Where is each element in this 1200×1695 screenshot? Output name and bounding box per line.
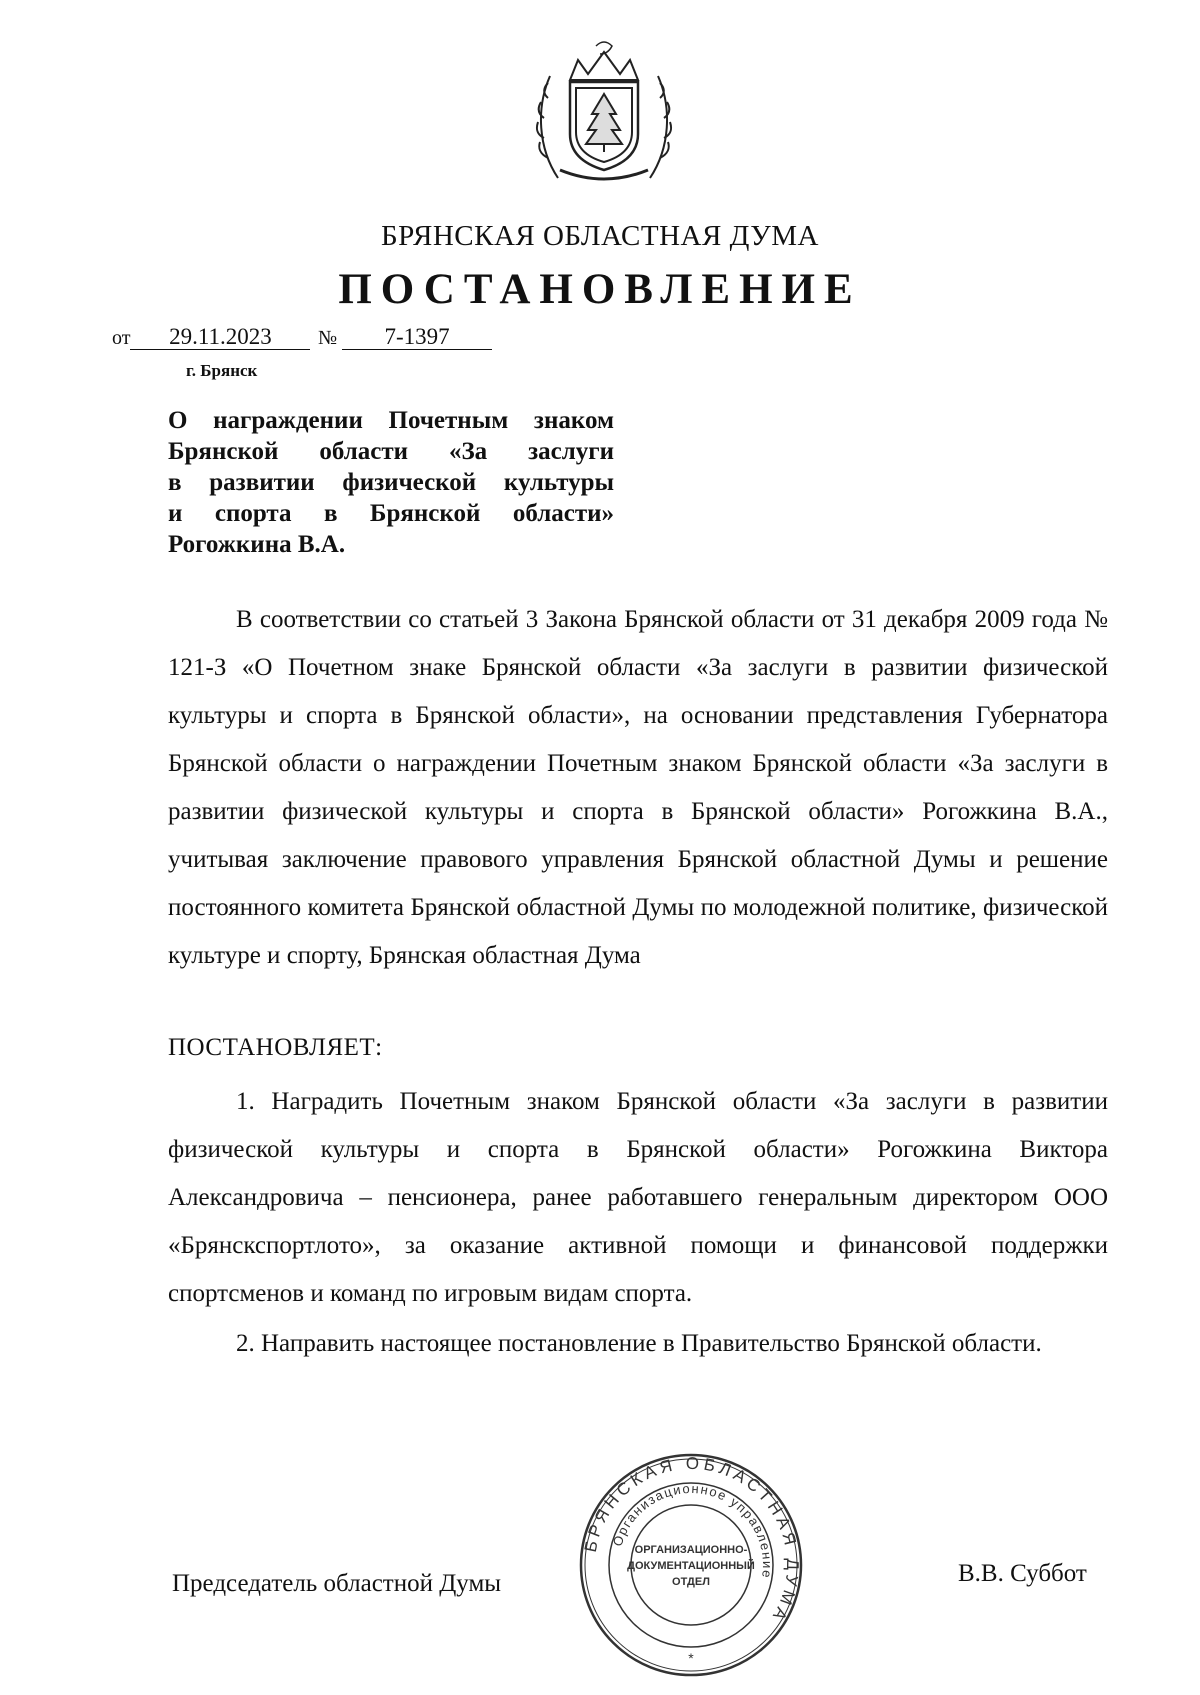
official-seal-icon (576, 1450, 806, 1680)
item-2-block (168, 1320, 1108, 1368)
seal-center-line: ДОКУМЕНТАЦИОННЫЙ (627, 1560, 755, 1572)
organization-title: БРЯНСКАЯ ОБЛАСТНАЯ ДУМА (381, 220, 819, 252)
document-subject (168, 405, 614, 560)
document-type-title: ПОСТАНОВЛЕНИЕ (338, 266, 862, 313)
signatory-position: Председатель областной Думы (172, 1570, 502, 1597)
item-1-block (168, 1078, 1108, 1318)
date-value: 29.11.2023 (130, 325, 310, 350)
document-date (112, 325, 310, 350)
resolution-item-1: 1. Наградить Почетным знаком Брянской области «За заслуги в развитии физической культуры и спорта в Брянской области» Рогожкина Виктора Александровича – пенсионера, ранее работавшего генеральным директором ООО «Брянскспортлото», за оказание активной помощи и финансовой поддержки спортсменов и команд по игровым видам спорта. (168, 1088, 1108, 1307)
seal-outer-text: БРЯНСКАЯ ОБЛАСТНАЯ ДУМА (580, 1453, 803, 1627)
coat-of-arms-icon (530, 38, 678, 188)
resolves-heading: ПОСТАНОВЛЯЕТ: (168, 1034, 383, 1061)
document-number (318, 325, 492, 350)
seal-center-line: ОТДЕЛ (672, 1576, 710, 1588)
subject-line: Брянской области «За заслуги (168, 438, 614, 465)
subject-line: и спорта в Брянской области» (168, 500, 614, 527)
number-label: № (318, 327, 338, 349)
date-label: от (112, 327, 131, 349)
number-value: 7-1397 (342, 325, 492, 350)
signatory-name: В.В. Суббот (958, 1560, 1087, 1587)
subject-line: в развитии физической культуры (168, 469, 614, 496)
resolution-item-2: 2. Направить настоящее постановление в Правительство Брянской области. (236, 1330, 1042, 1357)
subject-line: Рогожкина В.А. (168, 531, 346, 558)
document-city: г. Брянск (186, 361, 258, 380)
preamble-paragraph: В соответствии со статьей 3 Закона Брянской области от 31 декабря 2009 года № 121-З «О Почетном знаке Брянской области «За заслуги в развитии физической культуры и спорта в Брянской области», на основании представления Губернатора Брянской области о награждении Почетным знаком Брянской области «За заслуги в развитии физической культуры и спорта в Брянской области» Рогожкина В.А., учитывая заключение правового управления Брянской областной Думы и решение постоянного комитета Брянской областной Думы по молодежной политике, физической культуре и спорту, Брянская областная Дума (168, 606, 1108, 969)
seal-inner-text: Организационное управление (609, 1480, 776, 1580)
subject-line: О награждении Почетным знаком (168, 407, 614, 434)
seal-center-line: ОРГАНИЗАЦИОННО- (634, 1544, 748, 1556)
svg-text:*: * (688, 1650, 694, 1666)
preamble-block (168, 596, 1108, 980)
